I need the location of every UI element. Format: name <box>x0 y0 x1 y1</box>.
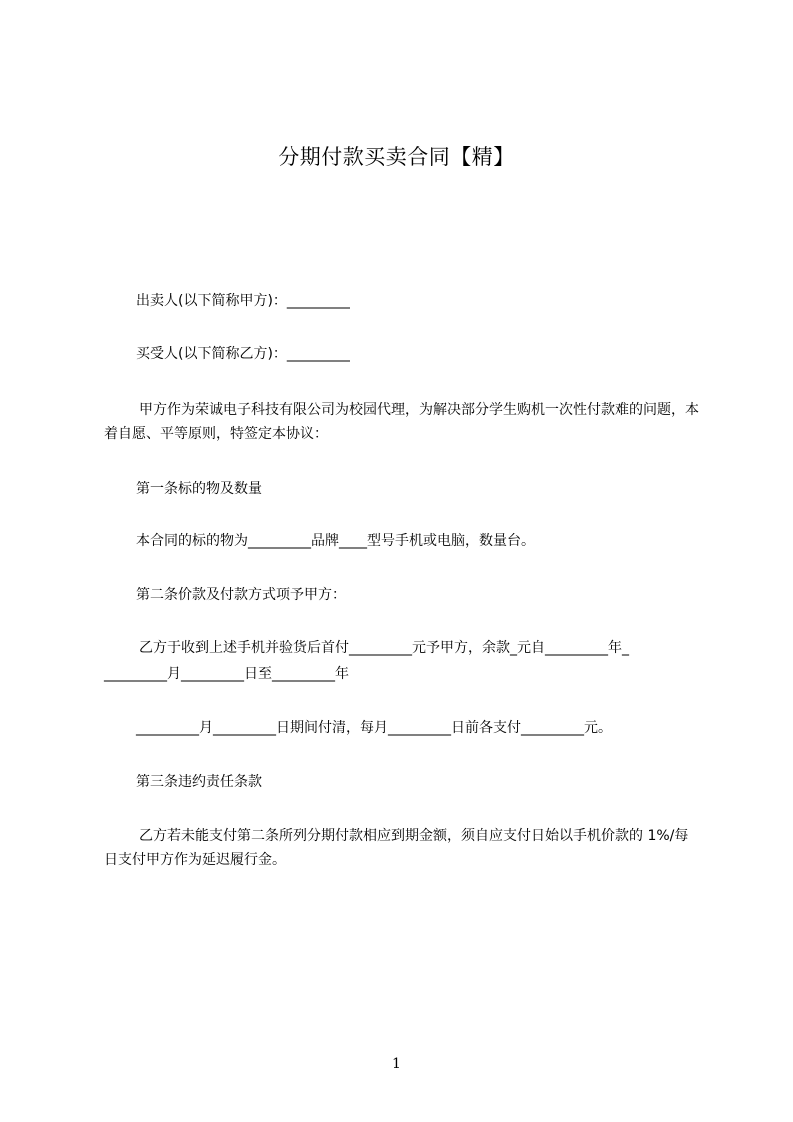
buyer-line: 买受人(以下简称乙方)：_________ <box>136 346 350 362</box>
article-3-heading: 第三条违约责任条款 <box>136 774 262 790</box>
payment-paragraph-line-2: _________月_________日至_________年 <box>104 666 349 682</box>
article-2-heading: 第二条价款及付款方式项予甲方： <box>136 587 346 603</box>
subject-matter-paragraph: 本合同的标的物为_________品牌____型号手机或电脑，数量台。 <box>136 533 535 549</box>
document-title: 分期付款买卖合同【精】 <box>278 145 515 169</box>
payment-schedule-paragraph: _________月_________日期间付清，每月_________日前各支付_________元。 <box>136 720 612 736</box>
liability-paragraph: 乙方若未能支付第二条所列分期付款相应到期金额，须自应支付日始以手机价款的 1%/每日支付甲方作为延迟履行金。 <box>104 828 689 868</box>
seller-line: 出卖人(以下简称甲方)：_________ <box>136 293 350 309</box>
payment-paragraph-line-1: 乙方于收到上述手机并验货后首付_________元予甲方，余款_元自_________年_ <box>139 640 629 656</box>
page-number: 1 <box>392 1056 401 1072</box>
preamble-paragraph: 甲方作为荣诚电子科技有限公司为校园代理，为解决部分学生购机一次性付款难的问题，本着自愿、平等原则，特签定本协议： <box>104 402 699 442</box>
article-1-heading: 第一条标的物及数量 <box>136 481 262 497</box>
